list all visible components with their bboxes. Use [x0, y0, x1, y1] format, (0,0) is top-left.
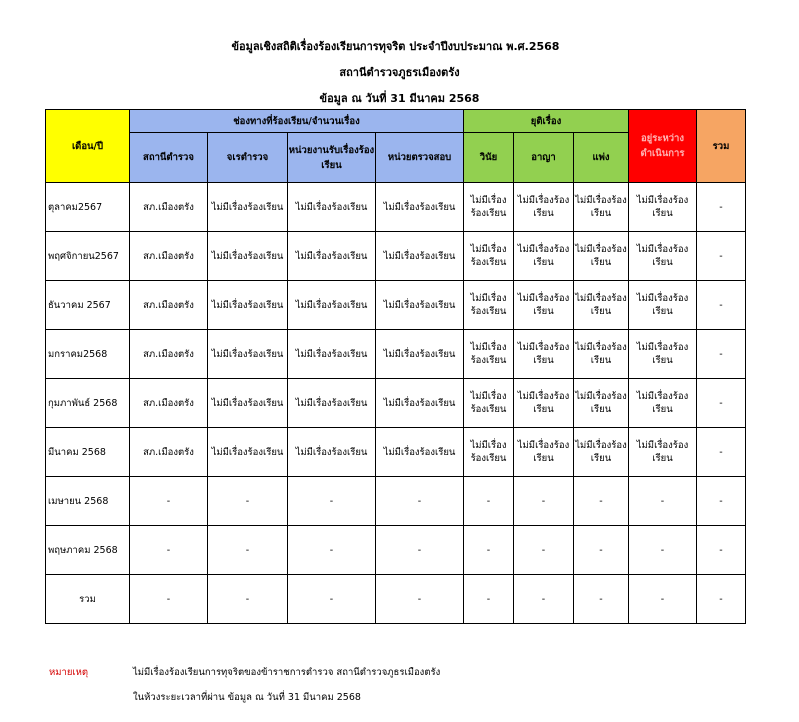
cell-discipline: - [464, 477, 514, 526]
cell-audit-unit: ไม่มีเรื่องร้องเรียน [376, 330, 464, 379]
cell-in-progress: ไม่มีเรื่องร้องเรียน [629, 330, 697, 379]
cell-month: กุมภาพันธ์ 2568 [46, 379, 130, 428]
cell-criminal: - [514, 477, 574, 526]
cell-civil: - [574, 575, 629, 624]
table-row [46, 428, 746, 477]
cell-discipline: - [464, 526, 514, 575]
note-line-2: ในห้วงระยะเวลาที่ผ่าน ข้อมูล ณ วันที่ 31 มีนาคม 2568 [133, 692, 361, 703]
cell-total: - [697, 232, 746, 281]
header-month: เดือน/ปี [46, 110, 130, 183]
cell-total: - [697, 428, 746, 477]
cell-inspector: ไม่มีเรื่องร้องเรียน [208, 330, 288, 379]
subheader-receiving-unit: หน่วยงานรับเรื่องร้องเรียน [288, 133, 376, 183]
cell-station: สภ.เมืองตรัง [130, 379, 208, 428]
cell-in-progress: - [629, 575, 697, 624]
cell-in-progress: ไม่มีเรื่องร้องเรียน [629, 232, 697, 281]
cell-station: สภ.เมืองตรัง [130, 232, 208, 281]
cell-receiving-unit: - [288, 477, 376, 526]
subheader-criminal: อาญา [514, 133, 574, 183]
table-row [46, 232, 746, 281]
cell-month: พฤศจิกายน2567 [46, 232, 130, 281]
cell-civil: ไม่มีเรื่องร้องเรียน [574, 330, 629, 379]
cell-audit-unit: ไม่มีเรื่องร้องเรียน [376, 232, 464, 281]
cell-inspector: ไม่มีเรื่องร้องเรียน [208, 232, 288, 281]
cell-total: - [697, 183, 746, 232]
cell-month: พฤษภาคม 2568 [46, 526, 130, 575]
cell-station: สภ.เมืองตรัง [130, 183, 208, 232]
cell-audit-unit: ไม่มีเรื่องร้องเรียน [376, 281, 464, 330]
cell-civil: - [574, 477, 629, 526]
note-label: หมายเหตุ [49, 667, 89, 678]
cell-criminal: ไม่มีเรื่องร้องเรียน [514, 281, 574, 330]
cell-civil: ไม่มีเรื่องร้องเรียน [574, 232, 629, 281]
cell-total: - [697, 330, 746, 379]
cell-station: - [130, 575, 208, 624]
cell-total: - [697, 379, 746, 428]
cell-audit-unit: - [376, 477, 464, 526]
report-titles [0, 38, 799, 116]
cell-receiving-unit: ไม่มีเรื่องร้องเรียน [288, 232, 376, 281]
cell-in-progress: ไม่มีเรื่องร้องเรียน [629, 428, 697, 477]
cell-civil: ไม่มีเรื่องร้องเรียน [574, 281, 629, 330]
cell-discipline: ไม่มีเรื่องร้องเรียน [464, 183, 514, 232]
cell-discipline: ไม่มีเรื่องร้องเรียน [464, 330, 514, 379]
cell-in-progress: ไม่มีเรื่องร้องเรียน [629, 379, 697, 428]
cell-station: สภ.เมืองตรัง [130, 330, 208, 379]
cell-month: มกราคม2568 [46, 330, 130, 379]
table-row [46, 330, 746, 379]
data-as-of: ข้อมูล ณ วันที่ 31 มีนาคม 2568 [319, 92, 480, 105]
cell-in-progress: - [629, 477, 697, 526]
cell-total: - [697, 281, 746, 330]
cell-receiving-unit: ไม่มีเรื่องร้องเรียน [288, 379, 376, 428]
cell-inspector: - [208, 477, 288, 526]
cell-criminal: ไม่มีเรื่องร้องเรียน [514, 379, 574, 428]
cell-inspector: - [208, 526, 288, 575]
cell-audit-unit: ไม่มีเรื่องร้องเรียน [376, 379, 464, 428]
station-name: สถานีตำรวจภูธรเมืองตรัง [339, 66, 460, 79]
cell-audit-unit: ไม่มีเรื่องร้องเรียน [376, 183, 464, 232]
cell-station: - [130, 477, 208, 526]
cell-station: สภ.เมืองตรัง [130, 428, 208, 477]
cell-discipline: ไม่มีเรื่องร้องเรียน [464, 281, 514, 330]
header-in-progress: อยู่ระหว่างดำเนินการ [629, 110, 697, 183]
cell-criminal: - [514, 526, 574, 575]
cell-criminal: - [514, 575, 574, 624]
cell-month: ตุลาคม2567 [46, 183, 130, 232]
subheader-inspector: จเรตำรวจ [208, 133, 288, 183]
cell-inspector: - [208, 575, 288, 624]
cell-audit-unit: - [376, 526, 464, 575]
cell-audit-unit: ไม่มีเรื่องร้องเรียน [376, 428, 464, 477]
cell-inspector: ไม่มีเรื่องร้องเรียน [208, 428, 288, 477]
cell-receiving-unit: ไม่มีเรื่องร้องเรียน [288, 183, 376, 232]
header-channels: ช่องทางที่ร้องเรียน/จำนวนเรื่อง [130, 110, 464, 133]
table-row [46, 379, 746, 428]
cell-criminal: ไม่มีเรื่องร้องเรียน [514, 428, 574, 477]
cell-discipline: ไม่มีเรื่องร้องเรียน [464, 232, 514, 281]
note-line-1: ไม่มีเรื่องร้องเรียนการทุจริตของข้าราชการตำรวจ สถานีตำรวจภูธรเมืองตรัง [133, 667, 441, 678]
cell-station: สภ.เมืองตรัง [130, 281, 208, 330]
cell-receiving-unit: - [288, 575, 376, 624]
cell-discipline: ไม่มีเรื่องร้องเรียน [464, 428, 514, 477]
cell-month: ธันวาคม 2567 [46, 281, 130, 330]
table-row [46, 477, 746, 526]
cell-civil: ไม่มีเรื่องร้องเรียน [574, 428, 629, 477]
cell-in-progress: - [629, 526, 697, 575]
cell-receiving-unit: ไม่มีเรื่องร้องเรียน [288, 428, 376, 477]
cell-month: เมษายน 2568 [46, 477, 130, 526]
subheader-station: สถานีตำรวจ [130, 133, 208, 183]
cell-criminal: ไม่มีเรื่องร้องเรียน [514, 232, 574, 281]
subheader-discipline: วินัย [464, 133, 514, 183]
cell-station: - [130, 526, 208, 575]
cell-receiving-unit: ไม่มีเรื่องร้องเรียน [288, 281, 376, 330]
cell-inspector: ไม่มีเรื่องร้องเรียน [208, 183, 288, 232]
cell-discipline: - [464, 575, 514, 624]
cell-total: - [697, 526, 746, 575]
complaint-statistics-table [45, 109, 746, 624]
cell-discipline: ไม่มีเรื่องร้องเรียน [464, 379, 514, 428]
cell-civil: ไม่มีเรื่องร้องเรียน [574, 183, 629, 232]
header-total: รวม [697, 110, 746, 183]
cell-in-progress: ไม่มีเรื่องร้องเรียน [629, 281, 697, 330]
cell-inspector: ไม่มีเรื่องร้องเรียน [208, 379, 288, 428]
cell-criminal: ไม่มีเรื่องร้องเรียน [514, 330, 574, 379]
table-row-total [46, 575, 746, 624]
report-title: ข้อมูลเชิงสถิติเรื่องร้องเรียนการทุจริต ประจำปีงบประมาณ พ.ศ.2568 [231, 40, 560, 53]
cell-month: รวม [46, 575, 130, 624]
subheader-civil: แพ่ง [574, 133, 629, 183]
table-row [46, 183, 746, 232]
subheader-audit-unit: หน่วยตรวจสอบ [376, 133, 464, 183]
cell-month: มีนาคม 2568 [46, 428, 130, 477]
cell-civil: - [574, 526, 629, 575]
table-row [46, 526, 746, 575]
cell-total: - [697, 575, 746, 624]
table-row [46, 281, 746, 330]
header-resolved: ยุติเรื่อง [464, 110, 629, 133]
cell-receiving-unit: - [288, 526, 376, 575]
cell-total: - [697, 477, 746, 526]
cell-inspector: ไม่มีเรื่องร้องเรียน [208, 281, 288, 330]
cell-in-progress: ไม่มีเรื่องร้องเรียน [629, 183, 697, 232]
cell-receiving-unit: ไม่มีเรื่องร้องเรียน [288, 330, 376, 379]
cell-criminal: ไม่มีเรื่องร้องเรียน [514, 183, 574, 232]
cell-audit-unit: - [376, 575, 464, 624]
cell-civil: ไม่มีเรื่องร้องเรียน [574, 379, 629, 428]
